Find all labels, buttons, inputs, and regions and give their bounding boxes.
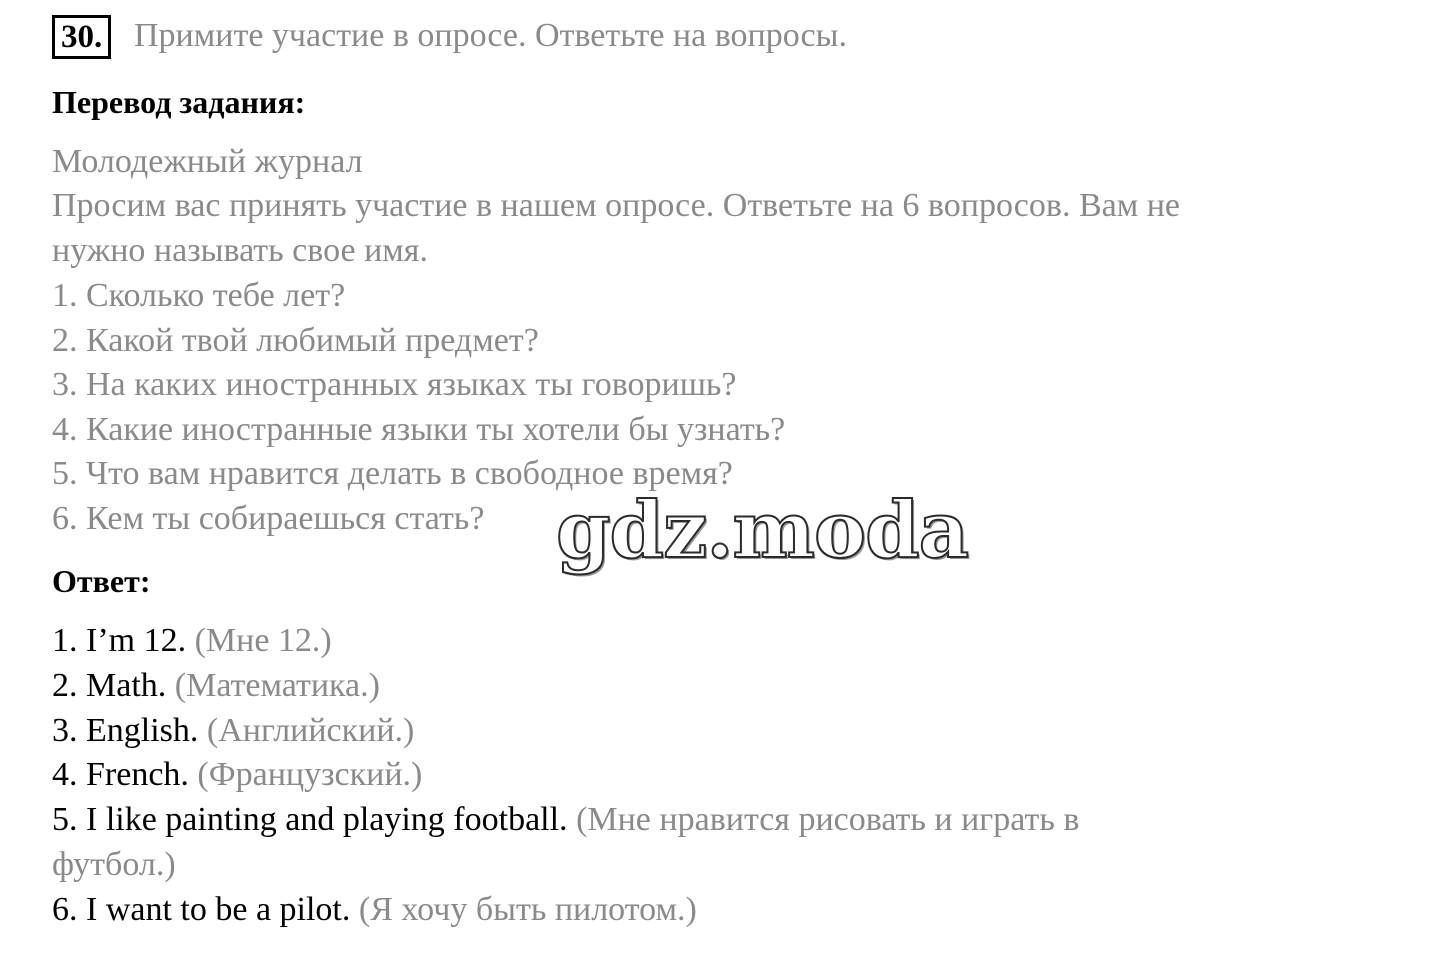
- answer-3: [52, 711, 414, 751]
- answer-2-ru: (Математика.): [174, 667, 380, 704]
- answer-6-ru: (Я хочу быть пилотом.): [358, 891, 697, 928]
- translation-heading: Перевод задания:: [52, 84, 306, 120]
- watermark-logo: gdz.moda: [556, 485, 969, 576]
- question-2: 2. Какой твой любимый предмет?: [52, 322, 539, 359]
- answer-2-en: 2. Math.: [52, 667, 167, 704]
- question-3: 3. На каких иностранных языках ты говоришь?: [52, 366, 737, 403]
- answer-5-ru: (Мне нравится рисовать и играть в: [576, 801, 1080, 838]
- answer-1-ru: (Мне 12.): [194, 622, 332, 659]
- intro-line-2: нужно называть свое имя.: [52, 232, 428, 269]
- answer-heading: Ответ:: [52, 563, 151, 599]
- answer-5-en: 5. I like painting and playing football.: [52, 801, 568, 838]
- question-4: 4. Какие иностранные языки ты хотели бы узнать?: [52, 411, 786, 448]
- answer-2: [52, 666, 380, 706]
- question-1: 1. Сколько тебе лет?: [52, 277, 346, 314]
- answer-6-en: 6. I want to be a pilot.: [52, 891, 351, 928]
- answer-3-en: 3. English.: [52, 712, 199, 749]
- answer-3-ru: (Английский.): [206, 712, 415, 749]
- question-5: 5. Что вам нравится делать в свободное время?: [52, 455, 733, 492]
- answer-4-ru: (Французский.): [197, 756, 423, 793]
- answer-1: [52, 621, 332, 661]
- magazine-title: Молодежный журнал: [52, 143, 363, 180]
- answer-4: [52, 755, 422, 795]
- answer-1-en: 1. I’m 12.: [52, 622, 187, 659]
- question-6: 6. Кем ты собираешься стать?: [52, 500, 485, 537]
- task-number-box: 30.: [52, 15, 111, 59]
- intro-line-1: Просим вас принять участие в нашем опросе. Ответьте на 6 вопросов. Вам не: [52, 187, 1181, 224]
- answer-5: [52, 800, 1079, 840]
- answer-5-continuation: футбол.): [52, 846, 176, 883]
- answer-6: [52, 890, 697, 930]
- answer-4-en: 4. French.: [52, 756, 189, 793]
- task-title: Примите участие в опросе. Ответьте на вопросы.: [134, 17, 847, 54]
